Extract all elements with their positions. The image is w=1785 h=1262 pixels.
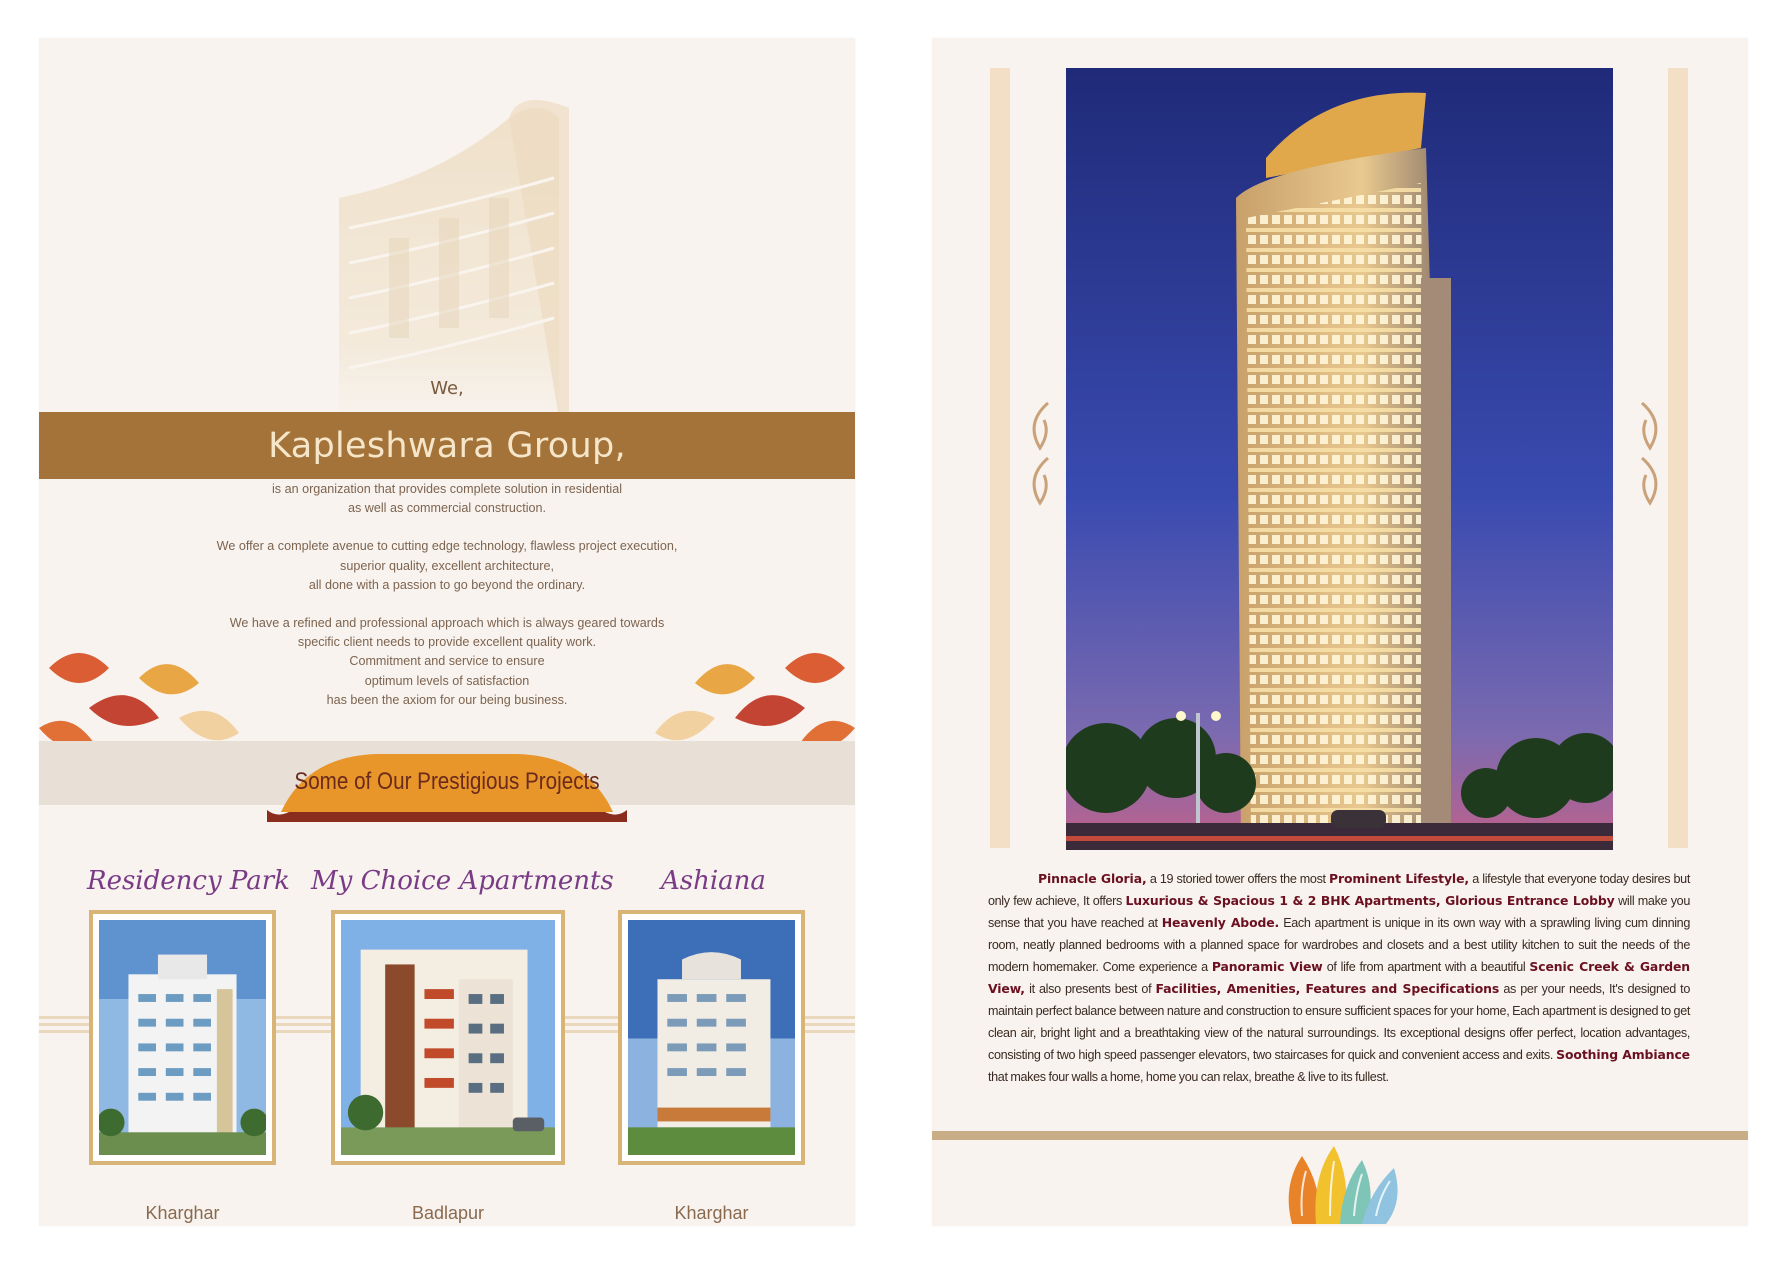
- intro-line: superior quality, excellent architecture,: [340, 558, 554, 573]
- description-highlight: Pinnacle Gloria,: [1038, 871, 1147, 886]
- intro-paragraph: [139, 537, 755, 595]
- project-name: Ashiana: [661, 866, 766, 896]
- description-segment: it also presents best of: [1024, 982, 1156, 996]
- intro-line: as well as commercial construction.: [347, 501, 547, 516]
- description-segment: of life from apartment with a beautiful: [1322, 960, 1530, 974]
- project-location: Kharghar: [145, 1203, 220, 1223]
- intro-line: specific client needs to provide excellent quality work.: [297, 635, 597, 650]
- description-segment: will make you sense that you have reached at: [988, 894, 1690, 930]
- intro-line: We have a refined and professional approach which is always geared towards: [229, 616, 665, 631]
- my-choice-apartments-building-photo: [341, 920, 555, 1155]
- description-segment: as per your needs, It's designed to maintain perfect balance between nature and construction to ensure sufficient spaces for your home, Each apartment is designed to get clean air, bright light and a breathtaking view of the natural surroundings. Its exceptional designs offer perfect, location advantages, consisting of two high speed passenger elevators, two staircases for quick and convenient access and exits.: [988, 982, 1690, 1062]
- project-photo-frame: [331, 910, 565, 1165]
- description-highlight: Soothing Ambiance: [1556, 1047, 1690, 1062]
- swirl-ornament-right: [1630, 398, 1670, 508]
- projects-heading: Some of Our Prestigious Projects: [294, 768, 600, 795]
- description-segment: a lifestyle that everyone today desires but only few achieve, It offers: [988, 872, 1690, 908]
- description-highlight: Prominent Lifestyle,: [1329, 871, 1469, 886]
- swirl-ornament-left: [1020, 398, 1060, 508]
- description-text: [988, 872, 1690, 1084]
- project-location: Kharghar: [674, 1203, 749, 1223]
- description-highlight: Facilities, Amenities, Features and Specifications: [1155, 981, 1500, 996]
- project-name: My Choice Apartments: [311, 866, 614, 896]
- intro-line: has been the axiom for our being business.: [326, 692, 568, 707]
- pinnacle-gloria-tower-photo: [1066, 68, 1613, 850]
- company-name-banner: [39, 412, 855, 479]
- company-name: Kapleshwara Group,: [268, 425, 626, 466]
- intro-line: Commitment and service to ensure: [349, 654, 545, 669]
- left-page: [39, 38, 855, 1226]
- footer-gold-bar: [932, 1131, 1748, 1140]
- description-segment: a 19 storied tower offers the most: [1146, 872, 1329, 886]
- intro-line: We offer a complete avenue to cutting edge technology, flawless project execution,: [216, 539, 678, 554]
- faded-building-illustration: [319, 58, 649, 418]
- intro-paragraph: [139, 480, 755, 518]
- company-leaf-logo: [1282, 1146, 1402, 1224]
- description-highlight: Luxurious & Spacious 1 & 2 BHK Apartments, Glorious Entrance Lobby: [1125, 893, 1615, 908]
- ashiana-building-photo: [628, 920, 795, 1155]
- description-segment: that makes four walls a home, home you can relax, breathe & live to its fullest.: [988, 1070, 1389, 1084]
- intro-line: optimum levels of satisfaction: [364, 673, 530, 688]
- right-page: [932, 38, 1748, 1226]
- residency-park-building-photo: [99, 920, 266, 1155]
- project-photo-frame: [89, 910, 276, 1165]
- intro-line: all done with a passion to go beyond the ordinary.: [308, 577, 586, 592]
- intro-we: We,: [430, 378, 464, 399]
- description-segment: Each apartment is unique in its own way with a sprawling living cum dinning room, neatly planned bedrooms with a planned space for wardrobes and closets and a best utility kitchen to suit the needs of the modern homemaker. Come experience a: [988, 916, 1690, 974]
- project-photo-frame: [618, 910, 805, 1165]
- decorative-pillar-left: [990, 68, 1010, 848]
- description-highlight: Heavenly Abode.: [1161, 915, 1280, 930]
- description-highlight: Panoramic View: [1211, 959, 1323, 974]
- project-name: Residency Park: [87, 866, 290, 896]
- intro-line: is an organization that provides complete solution in residential: [271, 482, 623, 496]
- decorative-pillar-right: [1668, 68, 1688, 848]
- description-highlight: Scenic Creek & Garden View,: [988, 959, 1691, 996]
- project-description: [988, 868, 1690, 1088]
- project-location: Badlapur: [411, 1203, 485, 1223]
